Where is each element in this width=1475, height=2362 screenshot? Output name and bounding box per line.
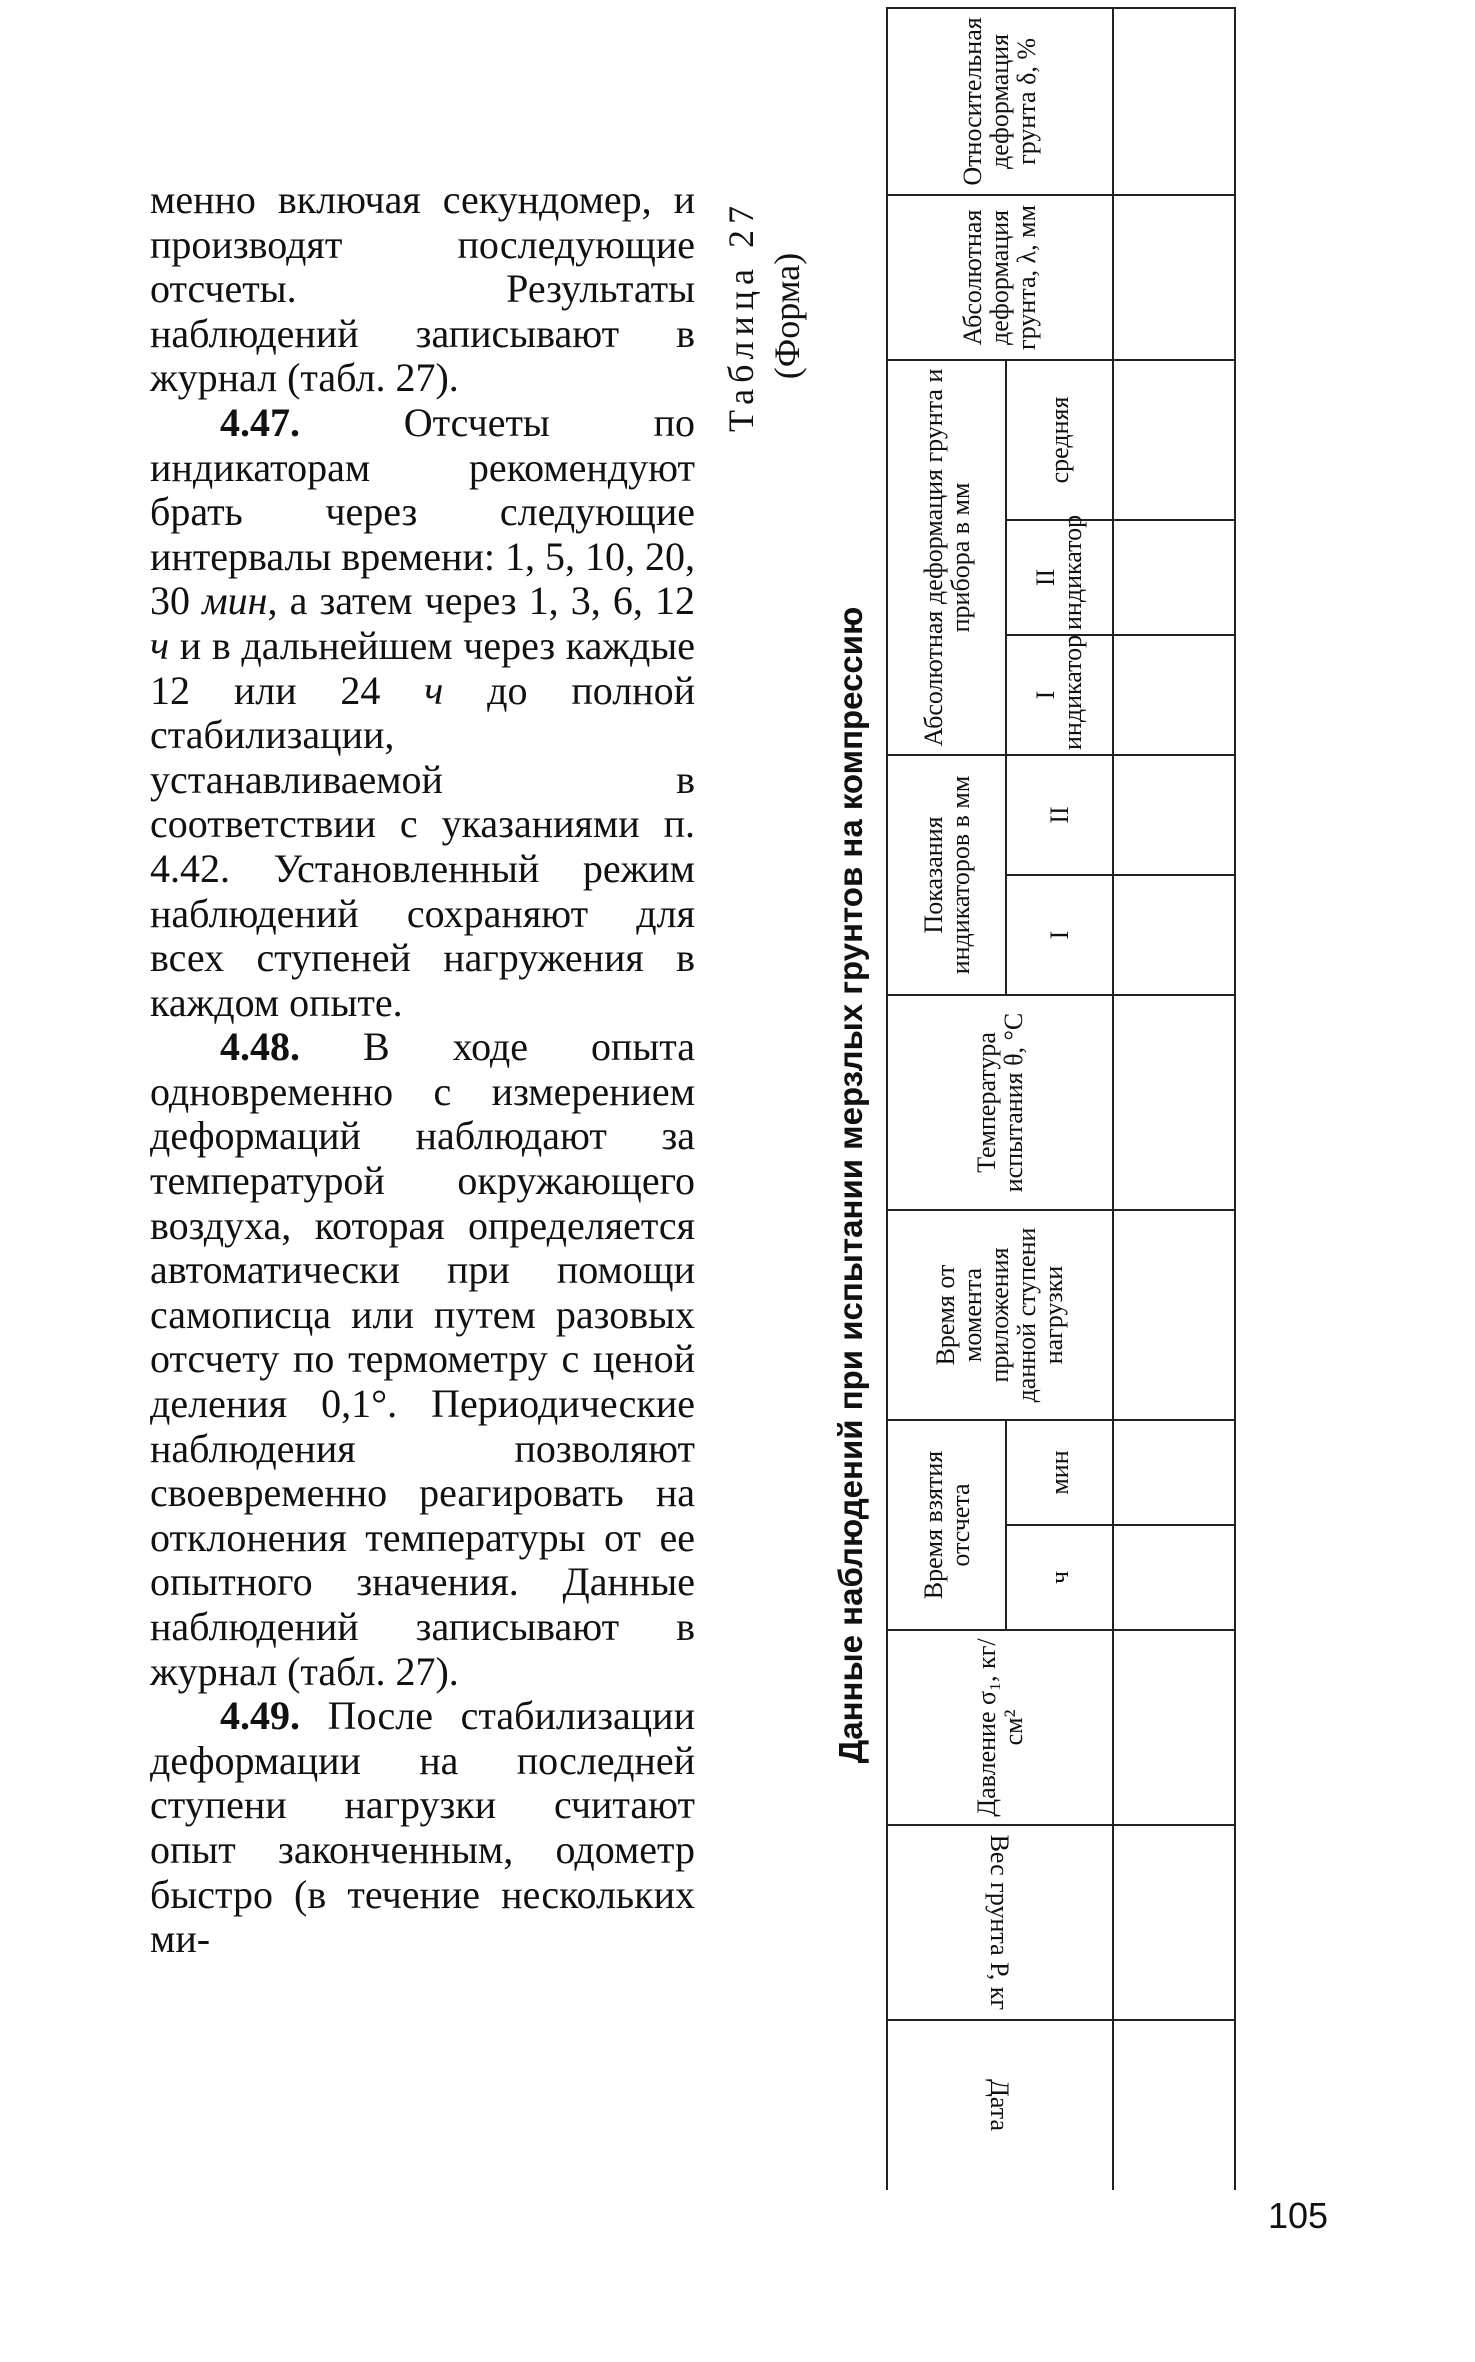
header-text: Дата	[985, 2079, 1015, 2132]
observation-table	[886, 7, 1236, 2190]
paragraph-4-49	[150, 1694, 695, 1962]
table-cell	[1113, 1825, 1235, 2020]
paragraph-text: Отсчеты по индикаторам рекомендуют брать через следующие интервалы времени: 1, 5, 10, 20, 30	[150, 399, 695, 624]
paragraph-text: и в дальнейшем через каждые 12 или 24	[150, 622, 695, 713]
paragraph-4-47	[150, 401, 695, 1025]
table-cell	[1113, 2020, 1235, 2190]
table-cell	[1113, 8, 1235, 195]
paragraph-text: до полной стабилизации, устанавливаемой в соответствии с указаниями п. 4.42. Установленный режим наблюдений сохраняют для всех ступеней нагружения в каждом опыте.	[150, 667, 695, 1025]
table-cell	[1113, 1525, 1235, 1630]
table-header-row	[887, 8, 1006, 2190]
header-indicator-i: I индикатор	[1006, 635, 1112, 755]
table-cell	[1113, 195, 1235, 360]
header-rel-soil: Относительная деформация грунта δ, %	[887, 8, 1113, 195]
table-cell	[1113, 1210, 1235, 1420]
table-cell	[1113, 635, 1235, 755]
table-cell	[1113, 875, 1235, 995]
table-label	[718, 200, 810, 432]
body-text-column	[150, 178, 695, 1962]
header-elapsed: Время от момента приложения данной ступени нагрузки	[887, 1210, 1113, 1420]
header-text: Вес грунта P, кг	[985, 1834, 1015, 2011]
table-form-note: (Форма)	[767, 252, 807, 380]
table-number: Таблица 27	[721, 200, 761, 432]
table-cell	[1113, 995, 1235, 1210]
clause-number: 4.48.	[220, 1024, 300, 1070]
header-temperature: Температура испытания θ, °C	[887, 995, 1113, 1210]
table-cell	[1113, 520, 1235, 635]
table-cell	[1113, 360, 1235, 520]
table-cell	[1113, 755, 1235, 875]
unit-text: ч	[150, 622, 170, 668]
clause-number: 4.49.	[220, 1693, 300, 1739]
clause-number: 4.47.	[220, 399, 300, 445]
header-abs-deformation: Абсолютная деформация грунта и прибора в мм	[887, 360, 1006, 755]
header-time-h: ч	[1006, 1525, 1112, 1630]
rotated-table-region	[708, 17, 1233, 2190]
paragraph-4-48	[150, 1025, 695, 1694]
unit-text: ч	[424, 667, 444, 713]
header-reading-ii: II	[1006, 755, 1112, 875]
header-date	[887, 2020, 1113, 2190]
paragraph-text: , а затем через 1, 3, 6, 12	[267, 578, 696, 624]
table-row	[1113, 8, 1235, 2190]
header-average: средняя	[1006, 360, 1112, 520]
paragraph-text: менно включая секундомер, и производят последующие отсчеты. Результаты наблюдений записывают в журнал (табл. 27).	[150, 177, 695, 401]
paragraph-text: В ходе опыта одновременно с измерением деформаций наблюдают за температурой окружающего воздуха, которая определяется автоматически при помощи самописца или путем разовых отсчету по термометру с ценой деления 0,1°. Периодические наблюдения позволяют своевременно реагировать на отклонения температуры от ее опытного значения. Данные наблюдений записывают в журнал (табл. 27).	[150, 1024, 695, 1694]
header-abs-soil: Абсолютная деформация грунта, λ, мм	[887, 195, 1113, 360]
page-number: 105	[1268, 2195, 1329, 2236]
header-readings: Показания индикаторов в мм	[887, 755, 1006, 995]
header-time-taken: Время взятия отсчета	[887, 1420, 1006, 1630]
header-reading-i: I	[1006, 875, 1112, 995]
header-pressure: Давление σ₁, кг/см²	[887, 1630, 1113, 1825]
header-weight	[887, 1825, 1113, 2020]
unit-text: мин	[202, 578, 268, 624]
header-indicator-ii: II индикатор	[1006, 520, 1112, 635]
paragraph-text: После стабилизации деформации на последней ступени нагрузки считают опыт законченным, одометр быстро (в течение нескольких ми-	[150, 1693, 695, 1962]
table-title: Данные наблюдений при испытании мерзлых грунтов на компрессию	[832, 606, 869, 1764]
table-cell	[1113, 1420, 1235, 1525]
table-cell	[1113, 1630, 1235, 1825]
header-time-min: мин	[1006, 1420, 1112, 1525]
paragraph-continuation	[150, 178, 695, 401]
